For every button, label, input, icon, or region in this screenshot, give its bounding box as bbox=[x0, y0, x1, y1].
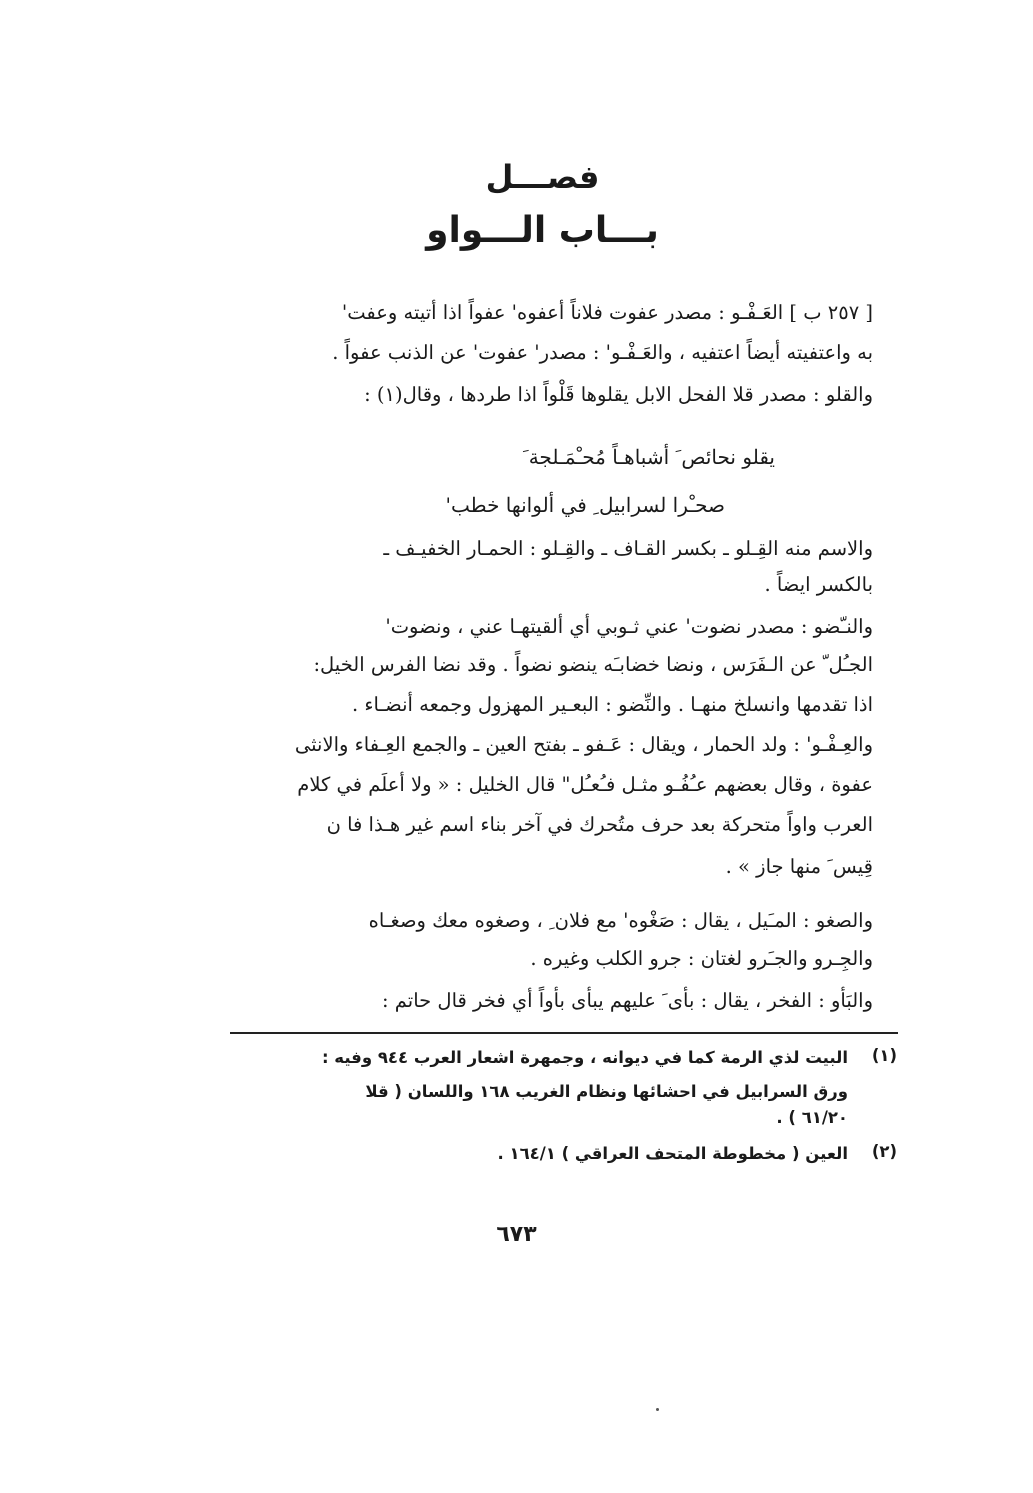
body-line: والجِـرو والجـَرو لغتان : جرو الكلب وغيره . bbox=[530, 947, 873, 970]
footnote-line: ورق السرابيل في احشائها ونظام الغريب ١٦٨ واللسان ( قلا bbox=[365, 1082, 848, 1101]
chapter-heading: بـــاب الـــواو bbox=[426, 210, 659, 251]
body-line: بالكسر ايضاً . bbox=[764, 573, 873, 596]
footnote-number: (١) bbox=[871, 1046, 897, 1065]
body-line: به واعتفيته أيضاً اعتفيه ، والعَـفْـو' : مصدر' عفوت' عن الذنب عفواً . bbox=[332, 341, 873, 364]
scan-speck bbox=[656, 1408, 659, 1411]
footnote-divider bbox=[230, 1032, 898, 1034]
body-line: والبَأو : الفخر ، يقال : بأى َ عليهم يبأى بأواً أي فخر قال حاتم : bbox=[382, 989, 873, 1012]
body-line: والصغو : المـَيل ، يقال : صَغْوه' مع فلان ِ ، وصغوه معك وصغـاه bbox=[368, 909, 873, 932]
body-line: [ ٢٥٧ ب ] العَـفْـو : مصدر عفوت فلاناً أعفوه' عفواً اذا أتيته وعفت' bbox=[341, 301, 873, 324]
footnote-number: (٢) bbox=[871, 1142, 897, 1161]
section-heading: فصـــل bbox=[485, 158, 600, 196]
body-line: والقلو : مصدر قلا الفحل الابل يقلوها قَلْواً اذا طردها ، وقال(١) : bbox=[364, 383, 873, 406]
verse-line-2: صحـْرا لسرابيل ِ في ألوانها خطب' bbox=[445, 493, 725, 517]
body-line: والنـّضو : مصدر نضوت' عني ثـوبي أي ألقيتهـا عني ، ونضوت' bbox=[385, 615, 873, 638]
body-line: العرب واواً متحركة بعد حرف متُحرك في آخر بناء اسم غير هـذا فا ن bbox=[326, 813, 873, 836]
verse-line-1: يقلو نحائص َ أشباهـاً مُحـْمَـلجة َ bbox=[522, 445, 775, 469]
body-line: عفوة ، وقال بعضهم عـُفُـو مثـل فـُعـُل" قال الخليل : « ولا أعلَم في كلام bbox=[297, 773, 873, 796]
body-line: الجـُل ّ عن الـفَرَس ، ونضا خضابـَه ينضو نضواً . وقد نضا الفرس الخيل: bbox=[313, 653, 873, 676]
body-line: والعِـفْـو' : ولد الحمار ، ويقال : عَـفو ـ بفتح العين ـ والجمع العِـفاء والانثى bbox=[294, 733, 873, 756]
page-number: ٦٧٣ bbox=[496, 1222, 537, 1247]
footnote-line: ٦١/٢٠ ) . bbox=[776, 1108, 848, 1127]
body-line: والاسم منه القِـلو ـ بكسر القـاف ـ والقِـلو : الحمـار الخفيـف ـ bbox=[383, 537, 873, 560]
body-line: قِيس َ منها جاز » . bbox=[725, 855, 873, 878]
footnote-line: البيت لذي الرمة كما في ديوانه ، وجمهرة اشعار العرب ٩٤٤ وفيه : bbox=[321, 1048, 848, 1067]
footnote-line: العين ( مخطوطة المتحف العراقي ) ١٦٤/١ . bbox=[497, 1144, 848, 1163]
body-line: اذا تقدمها وانسلخ منهـا . والنِّضو : البعـير المهزول وجمعه أنضـاء . bbox=[351, 693, 873, 716]
